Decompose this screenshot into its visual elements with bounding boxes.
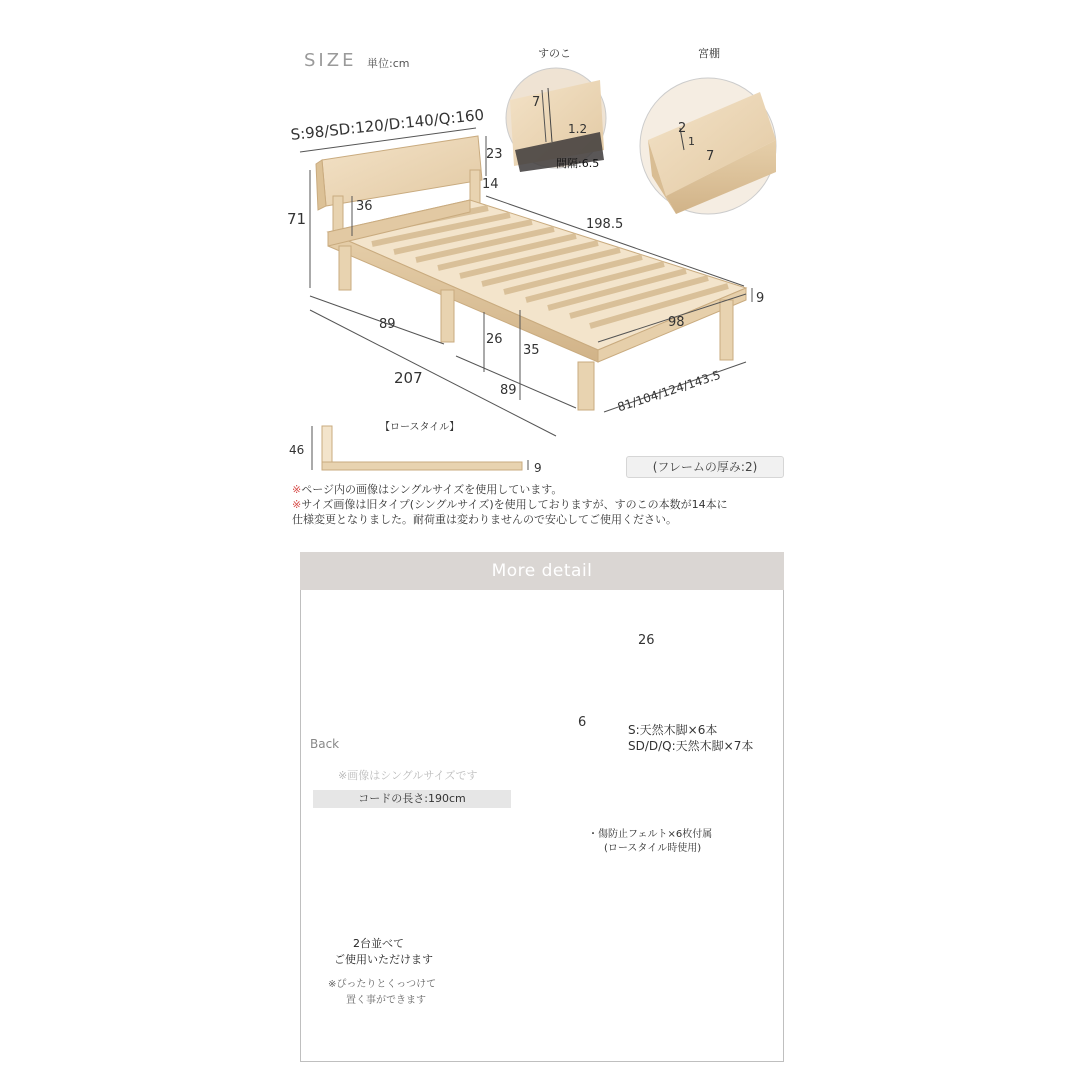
note-line-3: 仕様変更となりました。耐荷重は変わりませんので安心してご使用ください。 [292,513,677,526]
leg-length-dim: 26 [638,633,655,648]
note-line-2 [292,499,728,510]
headboard-height-dim: 23 [486,147,503,162]
slat-inset-label: すのこ [538,47,571,60]
pair-text-2: ご使用いただけます [334,953,433,966]
slat-width-dim: 7 [532,95,541,110]
note-mark-1: ※ [292,483,302,496]
single-size-note: ※画像はシングルサイズです [338,769,478,782]
floor-to-frame-dim: 35 [523,343,540,358]
slat-width-variant-dim: 98 [668,315,685,330]
inner-width-variants-dim: 81/104/124/143.5 [615,367,723,415]
total-height-dim: 71 [287,210,307,228]
pair-subtext-2: 置く事ができます [346,995,426,1006]
shelf-depth-dim: 7 [706,149,715,164]
shelf-thickness-dim: 1 [688,135,695,148]
felt-pads-text: ・傷防止フェルト×6枚付属 [588,829,713,840]
headboard-gap-dim: 14 [482,177,499,192]
inner-length-dim: 198.5 [586,217,624,232]
total-length-dim: 207 [394,369,423,387]
headboard-clear-dim: 36 [356,199,373,214]
size-heading: SIZE [304,50,357,71]
cord-length-bar: コードの長さ:190cm [313,790,511,808]
low-style-frame-dim: 9 [534,461,542,475]
half-length-a-dim: 89 [379,317,396,332]
leg-diameter-dim: 6 [578,715,587,730]
leg-height-dim: 26 [486,332,503,347]
width-variants-dim: S:98/SD:120/D:140/Q:160 [289,105,485,144]
note-mark-2: ※ [292,498,302,511]
frame-thickness-badge: (フレームの厚み:2) [626,456,784,478]
shelf-inset-label: 宮棚 [698,47,720,60]
pair-text-1: 2台並べて [353,937,404,950]
shelf-inset-illustration [640,78,776,214]
legs-other-text: SD/D/Q:天然木脚×7本 [628,739,754,753]
low-style-height-dim: 46 [289,443,305,457]
note-text-2: サイズ画像は旧タイプ(シングルサイズ)を使用しておりますが、すのこの本数が14本に [301,498,728,511]
back-view-label: Back [310,737,340,751]
slat-thickness-dim: 1.2 [568,122,588,136]
felt-pads-subtext: (ロースタイル時使用) [604,843,702,854]
more-detail-banner: More detail [300,552,784,590]
note-line-1 [292,484,562,495]
note-text-1: ページ内の画像はシングルサイズを使用しています。 [301,483,563,496]
shelf-height-dim: 2 [678,121,687,136]
pair-subtext-1: ※ぴったりとくっつけて [328,979,437,990]
half-length-b-dim: 89 [500,383,517,398]
frame-height-dim: 9 [756,291,765,306]
unit-label: 単位:cm [367,57,410,70]
slat-gap-dim: 間隔:6.5 [556,157,600,170]
low-style-label: 【ロースタイル】 [380,422,460,433]
legs-single-text: S:天然木脚×6本 [628,723,718,737]
